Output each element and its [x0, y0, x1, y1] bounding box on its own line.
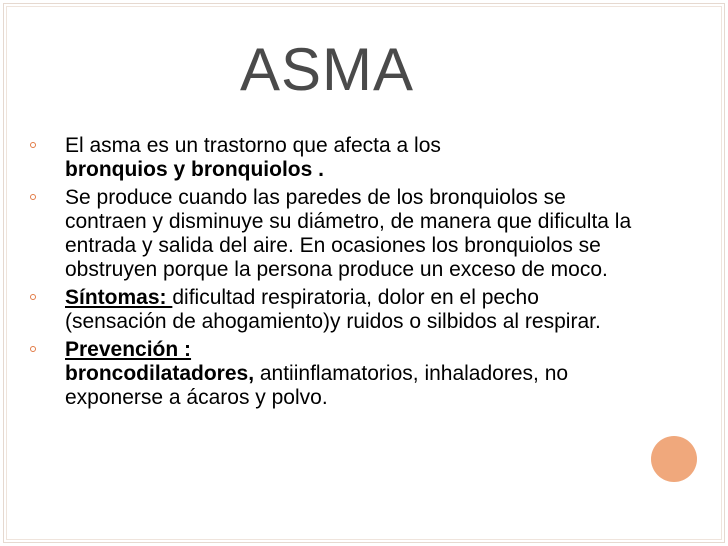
- bullet-bold-term: broncodilatadores,: [65, 362, 255, 385]
- circle-bullet-icon: [30, 294, 36, 300]
- bullet-text: El asma es un trastorno que afecta a los: [65, 134, 441, 157]
- bullet-list: [30, 134, 640, 410]
- bullet-text: antiinflamatorios, inhaladores, no exponerse a ácaros y polvo.: [65, 362, 569, 409]
- bullet-text: dificultad respiratoria, dolor en el pecho (sensación de ahogamiento)y ruidos o silbidos al respirar.: [65, 286, 601, 333]
- bullet-item: [30, 186, 640, 282]
- bullet-item: [30, 134, 640, 182]
- slide-title: ASMA: [240, 36, 415, 103]
- circle-bullet-icon: [30, 142, 36, 148]
- bullet-label: Prevención :: [65, 338, 192, 361]
- bullet-bold-text: bronquios y bronquiolos .: [65, 158, 324, 181]
- bullet-label: Síntomas:: [65, 286, 173, 309]
- bullet-item: [30, 338, 640, 410]
- circle-bullet-icon: [30, 194, 36, 200]
- bullet-item: [30, 286, 640, 334]
- bullet-text: Se produce cuando las paredes de los bronquiolos se contraen y disminuye su diámetro, de manera que dificulta la entrada y salida del aire. En ocasiones los bronquiolos se obstruyen porque la persona produce un exceso de moco.: [65, 186, 632, 281]
- circle-bullet-icon: [30, 346, 36, 352]
- decorative-circle: [651, 436, 697, 482]
